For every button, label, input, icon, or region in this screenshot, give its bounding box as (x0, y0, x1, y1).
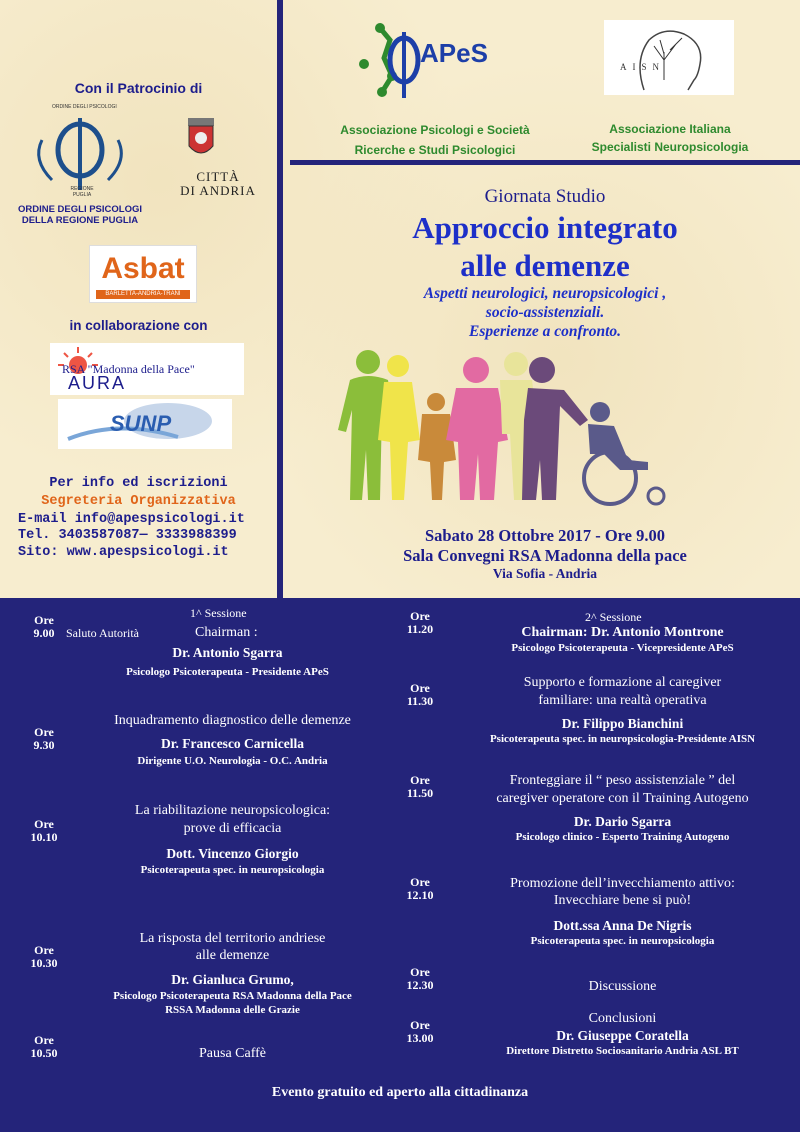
collaborazione-label: in collaborazione con (69, 318, 208, 333)
speaker-giorgio: Dott. Vincenzo Giorgio (166, 846, 299, 861)
slot-time-1050: Ore 10.50 (30, 1033, 58, 1060)
pausa-caffe: Pausa Caffè (199, 1046, 266, 1061)
talk-supporto-line2: familiare: una realtà operativa (538, 693, 707, 708)
speaker-grumo: Dr. Gianluca Grumo, (171, 972, 294, 987)
talk-fronteggiare-line1: Fronteggiare il “ peso assistenziale ” del (509, 773, 736, 788)
event-kicker: Giornata Studio (484, 186, 606, 207)
talk-risposta-line2: alle demenze (195, 948, 270, 963)
role-antonio-sgarra: Psicologo Psicoterapeuta - Presidente APeS (126, 666, 329, 678)
speaker-carnicella: Dr. Francesco Carnicella (160, 736, 305, 751)
event-title-line1: Approccio integrato (412, 210, 678, 245)
apes-description: Associazione Psicologi e Società Ricerche e Studi Psicologici (340, 123, 530, 157)
event-address: Via Sofia - Andria (492, 566, 598, 581)
session1-title: 1^ Sessione (190, 606, 247, 620)
speaker-de-nigris: Dott.ssa Anna De Nigris (553, 918, 692, 933)
session2-title: 2^ Sessione (585, 610, 642, 624)
website-line: Sito: www.apespsicologi.it (18, 545, 229, 560)
info-title: Per info ed iscrizioni (49, 476, 228, 491)
slot-time-1300: Ore 13.00 (406, 1018, 434, 1045)
chairman-label: Chairman : (195, 625, 258, 640)
role-giorgio: Psicoterapeuta spec. in neuropsicologia (140, 864, 325, 876)
ordine-psicologi-logo: ORDINE DEGLI PSICOLOGI REGIONE PUGLIA (22, 104, 132, 196)
rsa-aura-logo: RSA "Madonna della Pace" AURA (50, 343, 244, 395)
footer-free-event: Evento gratuito ed aperto alla cittadinanza (271, 1085, 529, 1100)
speaker-bianchini: Dr. Filippo Bianchini (561, 716, 684, 731)
sunp-logo: SUNP (58, 399, 232, 449)
email-line: E-mail info@apespsicologi.it (18, 512, 245, 527)
slot-time-1130: Ore 11.30 (406, 681, 434, 708)
event-subtitle: Aspetti neurologici, neuropsicologici , socio-assistenziali. Esperienze a confronto. (423, 285, 667, 340)
role-grumo-line1: Psicologo Psicoterapeuta RSA Madonna della Pace (113, 990, 352, 1002)
segreteria-label: Segreteria Organizzativa (41, 494, 236, 509)
talk-risposta-line1: La risposta del territorio andriese (139, 931, 326, 946)
role-carnicella: Dirigente U.O. Neurologia - O.C. Andria (137, 755, 328, 767)
citta-di-andria: CITTÀ DI ANDRIA (180, 169, 256, 198)
talk-fronteggiare-line2: caregiver operatore con il Training Autogeno (496, 791, 749, 806)
horizontal-divider (290, 160, 800, 165)
role-coratella: Direttore Distretto Sociosanitario Andria ASL BT (506, 1045, 739, 1057)
saluto-autorita: Saluto Autorità (66, 626, 139, 640)
slot-time-900: Ore 9.00 (33, 613, 55, 640)
discussione: Discussione (588, 979, 657, 994)
speaker-montrone: Chairman: Dr. Antonio Montrone (521, 625, 724, 640)
slot-time-1230: Ore 12.30 (406, 965, 434, 992)
talk-promozione-line1: Promozione dell’invecchiamento attivo: (510, 876, 735, 891)
conclusioni: Conclusioni (588, 1011, 657, 1026)
talk-promozione-line2: Invecchiare bene si può! (553, 893, 692, 908)
speaker-antonio-sgarra: Dr. Antonio Sgarra (172, 645, 283, 660)
event-title-line2: alle demenze (460, 248, 630, 283)
slot-time-1120: Ore 11.20 (406, 609, 434, 636)
slot-time-930: Ore 9.30 (33, 725, 55, 752)
event-date: Sabato 28 Ottobre 2017 - Ore 9.00 (425, 526, 665, 545)
talk-riabilitazione-line2: prove di efficacia (183, 821, 282, 836)
role-bianchini: Psicoterapeuta spec. in neuropsicologia-Presidente AISN (489, 733, 756, 745)
slot-time-1150: Ore 11.50 (406, 773, 434, 800)
aisn-logo: AISN (604, 20, 734, 95)
role-dario-sgarra: Psicologo clinico - Esperto Training Autogeno (515, 831, 730, 843)
role-montrone: Psicologo Psicoterapeuta - Vicepresidente APeS (511, 642, 734, 654)
apes-logo: APeS (352, 18, 532, 104)
family-silhouettes-illustration (338, 350, 698, 510)
vertical-divider (277, 0, 283, 600)
slot-time-1010: Ore 10.10 (30, 817, 58, 844)
talk-supporto-line1: Supporto e formazione al caregiver (523, 675, 722, 690)
asbat-logo: Asbat BARLETTA-ANDRIA-TRANI (89, 245, 197, 303)
event-venue: Sala Convegni RSA Madonna della pace (403, 546, 687, 565)
speaker-dario-sgarra: Dr. Dario Sgarra (573, 814, 672, 829)
speaker-coratella: Dr. Giuseppe Coratella (556, 1028, 689, 1043)
patrocinio-label: Con il Patrocinio di (74, 80, 203, 96)
role-de-nigris: Psicoterapeuta spec. in neuropsicologia (530, 935, 715, 947)
tel-line: Tel. 3403587087— 3333988399 (18, 528, 237, 543)
andria-coat-of-arms (186, 118, 216, 160)
slot-time-1030: Ore 10.30 (30, 943, 58, 970)
program-panel (0, 602, 800, 1132)
slot-time-1210: Ore 12.10 (406, 875, 434, 902)
talk-riabilitazione-line1: La riabilitazione neuropsicologica: (134, 803, 331, 818)
role-grumo-line2: RSSA Madonna delle Grazie (165, 1004, 300, 1016)
ordine-psicologi-name: ORDINE DEGLI PSICOLOGI DELLA REGIONE PUGLIA (17, 204, 143, 226)
aisn-description: Associazione Italiana Specialisti Neuropsicologia (591, 122, 749, 154)
talk-inquadramento: Inquadramento diagnostico delle demenze (114, 713, 351, 728)
